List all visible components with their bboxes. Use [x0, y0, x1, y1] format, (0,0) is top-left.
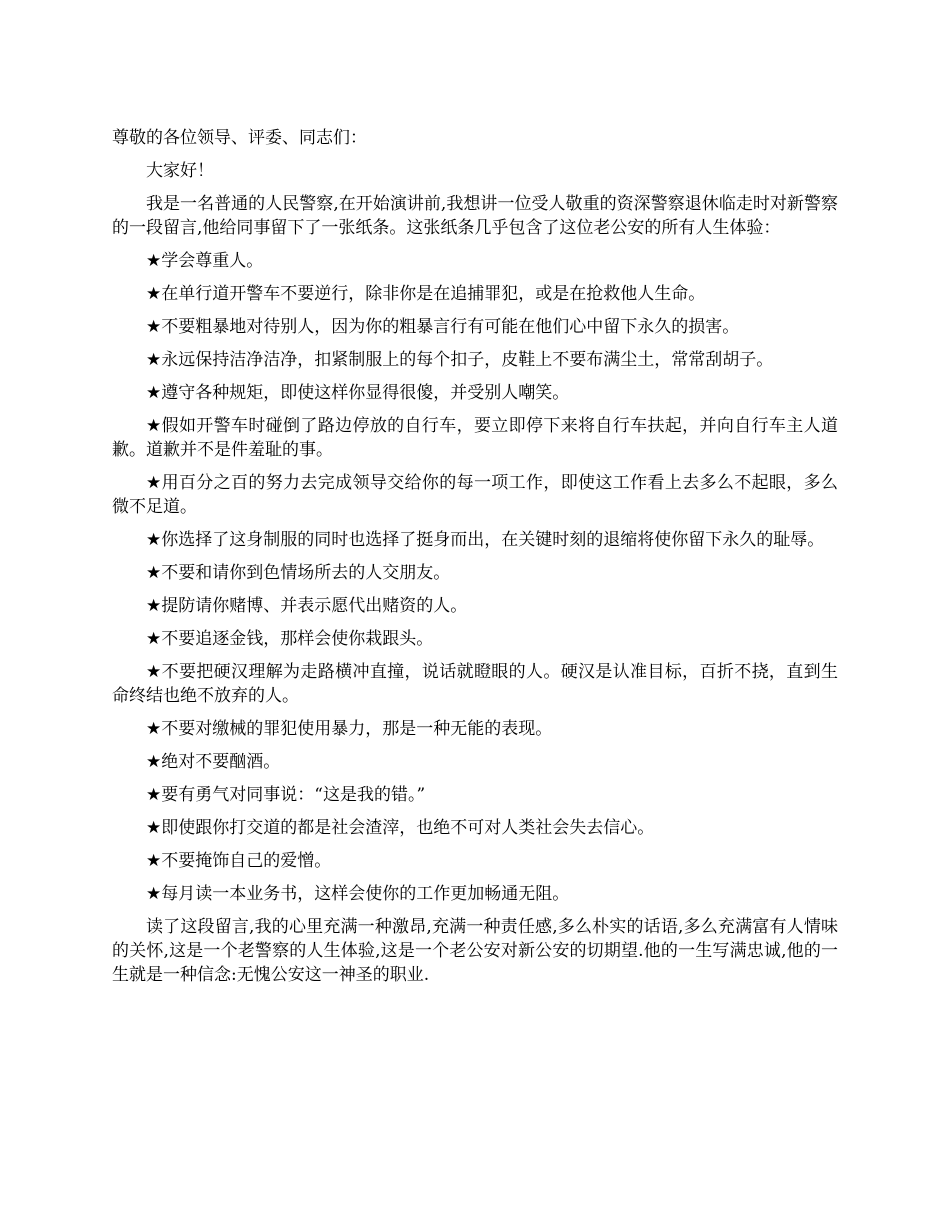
star-icon: ★	[146, 629, 162, 649]
star-icon: ★	[146, 473, 162, 493]
star-icon: ★	[146, 851, 162, 871]
advice-item-text: 不要掩饰自己的爱憎。	[161, 851, 332, 871]
advice-item	[112, 594, 838, 618]
star-icon: ★	[146, 317, 162, 337]
advice-item	[112, 471, 838, 519]
advice-item-text: 每月读一本业务书，这样会使你的工作更加畅通无阻。	[161, 884, 570, 904]
star-icon: ★	[146, 662, 162, 682]
advice-item-text: 即使跟你打交道的都是社会渣滓，也绝不可对人类社会失去信心。	[161, 818, 655, 838]
advice-item	[112, 282, 838, 306]
star-icon: ★	[146, 284, 162, 304]
advice-item-text: 遵守各种规矩，即使这样你显得很傻，并受别人嘲笑。	[161, 383, 570, 403]
salutation: 尊敬的各位领导、评委、同志们：	[112, 128, 367, 148]
star-icon: ★	[146, 596, 162, 616]
advice-item-text: 不要和请你到色情场所去的人交朋友。	[161, 563, 451, 583]
advice-item	[112, 660, 838, 708]
advice-item	[112, 348, 838, 372]
star-icon: ★	[146, 818, 162, 838]
advice-item-text: 不要粗暴地对待别人，因为你的粗暴言行有可能在他们心中留下永久的损害。	[161, 317, 740, 337]
star-icon: ★	[146, 251, 162, 271]
advice-item-text: 不要把硬汉理解为走路横冲直撞，说话就瞪眼的人。硬汉是认准目标，百折不挠，直到生命终结也绝不放弃的人。	[112, 662, 838, 706]
advice-item	[112, 381, 838, 405]
star-icon: ★	[146, 785, 162, 805]
advice-item	[112, 882, 838, 906]
star-icon: ★	[146, 416, 162, 436]
greeting: 大家好！	[146, 161, 214, 181]
advice-item-text: 学会尊重人。	[161, 251, 264, 271]
advice-item-text: 用百分之百的努力去完成领导交给你的每一项工作，即使这工作看上去多么不起眼，多么微不足道。	[112, 473, 838, 517]
advice-item-text: 你选择了这身制服的同时也选择了挺身而出，在关键时刻的退缩将使你留下永久的耻辱。	[161, 530, 825, 550]
star-icon: ★	[146, 719, 162, 739]
star-icon: ★	[146, 884, 162, 904]
advice-item-text: 绝对不要酗酒。	[161, 752, 281, 772]
advice-item-text: 不要追逐金钱，那样会使你栽跟头。	[161, 629, 434, 649]
advice-item	[112, 315, 838, 339]
star-icon: ★	[146, 350, 162, 370]
advice-item-text: 要有勇气对同事说：“这是我的错。”	[161, 785, 426, 805]
advice-item	[112, 414, 838, 462]
star-icon: ★	[146, 752, 162, 772]
advice-item	[112, 849, 838, 873]
document-body	[112, 126, 838, 996]
advice-item	[112, 561, 838, 585]
advice-item	[112, 249, 838, 273]
advice-item	[112, 717, 838, 741]
advice-item	[112, 528, 838, 552]
advice-item-text: 在单行道开警车不要逆行，除非你是在追捕罪犯，或是在抢救他人生命。	[161, 284, 706, 304]
advice-item-text: 不要对缴械的罪犯使用暴力，那是一种无能的表现。	[161, 719, 553, 739]
advice-item-text: 假如开警车时碰倒了路边停放的自行车，要立即停下来将自行车扶起，并向自行车主人道歉。道歉并不是件羞耻的事。	[112, 416, 838, 460]
star-icon: ★	[146, 383, 162, 403]
advice-list	[112, 249, 838, 906]
conclusion-paragraph: 读了这段留言,我的心里充满一种激昂,充满一种责任感,多么朴实的话语,多么充满富有人情味的关怀,这是一个老警察的人生体验,这是一个老公安对新公安的切期望.他的一生写满忠诚,他的一生就是一种信念:无愧公安这一神圣的职业.	[112, 917, 838, 985]
advice-item	[112, 783, 838, 807]
star-icon: ★	[146, 530, 162, 550]
advice-item	[112, 627, 838, 651]
advice-item	[112, 750, 838, 774]
advice-item-text: 永远保持洁净洁净，扣紧制服上的每个扣子，皮鞋上不要布满尘土，常常刮胡子。	[161, 350, 774, 370]
intro-paragraph: 我是一名普通的人民警察,在开始演讲前,我想讲一位受人敬重的资深警察退休临走时对新警察的一段留言,他给同事留下了一张纸条。这张纸条几乎包含了这位老公安的所有人生体验：	[112, 194, 838, 238]
advice-item-text: 提防请你赌博、并表示愿代出赌资的人。	[161, 596, 468, 616]
advice-item	[112, 816, 838, 840]
star-icon: ★	[146, 563, 162, 583]
